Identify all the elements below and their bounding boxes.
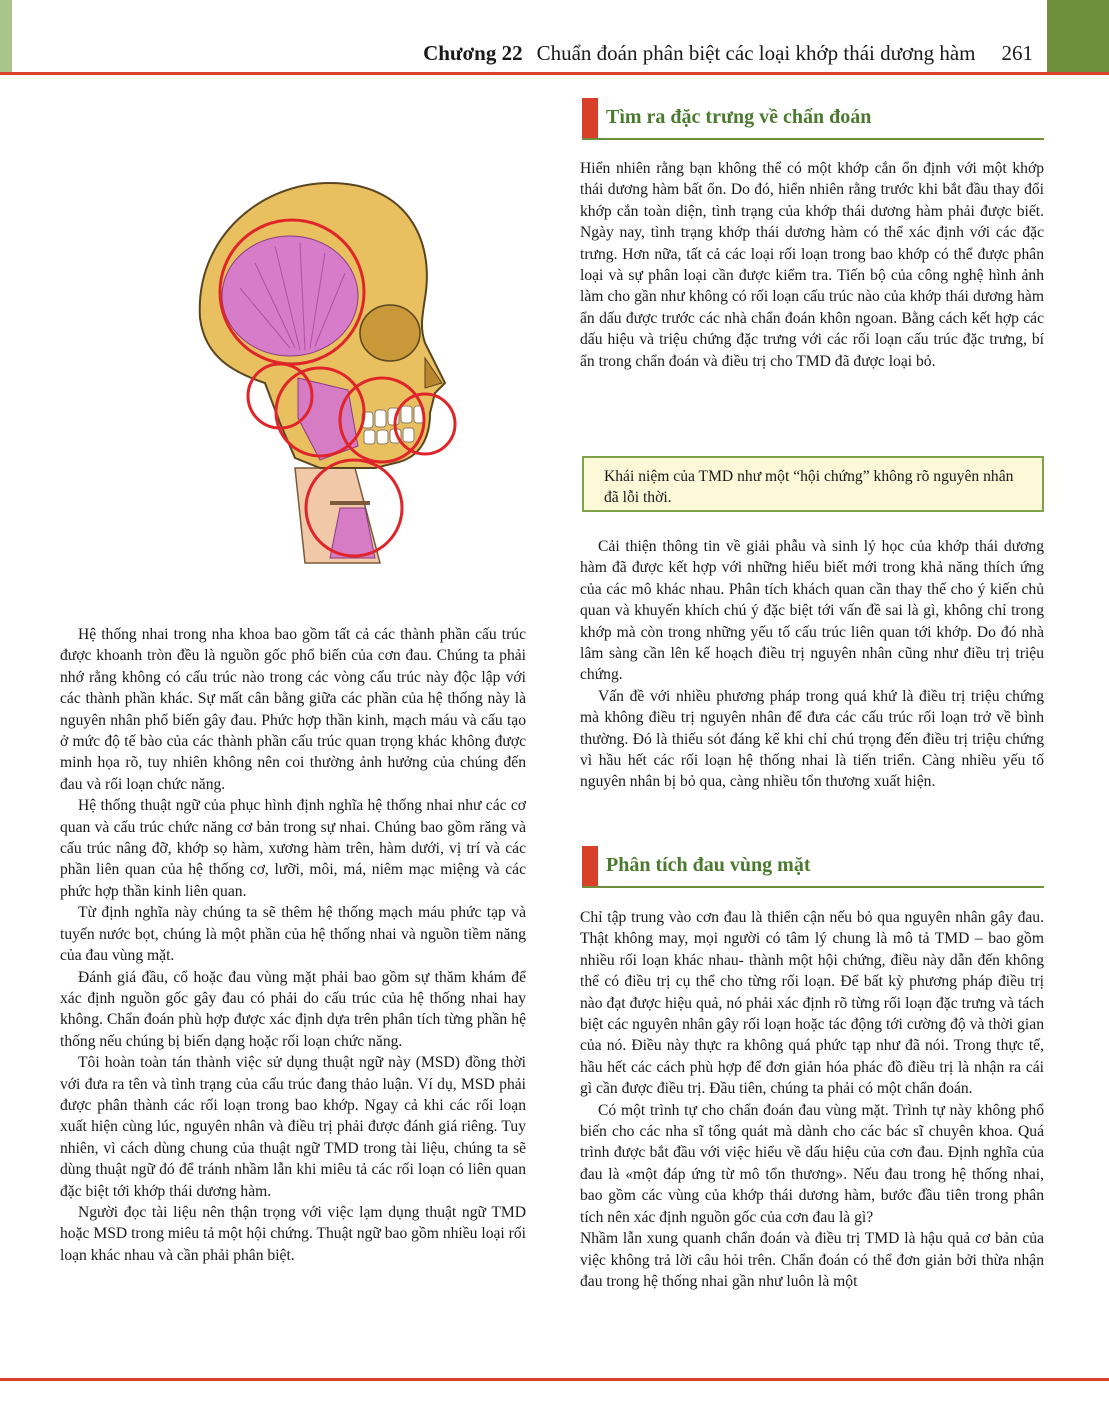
paragraph: Nhầm lẫn xung quanh chẩn đoán và điều trị TMD là hậu quả cơ bản của việc không trả lời câu hỏi trên. Chẩn đoán có thể đơn giản bởi thừa nhận đau trong hệ thống nhai gần như luôn là một: [580, 1230, 1044, 1290]
paragraph: Hệ thống nhai trong nha khoa bao gồm tất cả các thành phần cấu trúc được khoanh tròn đều là nguồn gốc phổ biến của cơn đau. Chúng ta phải nhớ rằng không có cấu trúc nào trong các vòng cấu trúc này độc lập với các thành phần khác. Sự mất cân bằng giữa các phần của hệ thống này là nguyên nhân phổ biến gây đau. Phức hợp thần kinh, mạch máu và cấu tạo ở mức độ tế bào của các thành phần cấu trúc quan trọng khác không được minh họa rõ, tuy nhiên không nên coi thường ảnh hưởng của chúng đến đau và rối loạn chức năng.: [60, 626, 526, 793]
section-heading-facial-pain: [582, 846, 1044, 888]
callout-box: Khái niệm của TMD như một “hội chứng” không rõ nguyên nhân đã lỗi thời.: [582, 456, 1044, 512]
running-header: [423, 40, 1033, 66]
skull-illustration: [180, 168, 480, 568]
chapter-title: Chuẩn đoán phân biệt các loại khớp thái dương hàm: [536, 41, 976, 65]
paragraph: Đánh giá đầu, cổ hoặc đau vùng mặt phải bao gồm sự thăm khám để xác định nguồn gốc gây đau có phải do cấu trúc của hệ thống nhai hay không. Chẩn đoán phù hợp được xác định dựa trên phân tích từng phần hệ thống nếu chúng bị biến dạng hoặc rối loạn chức năng.: [60, 968, 526, 1050]
paragraph: Vấn đề với nhiều phương pháp trong quá khứ là điều trị triệu chứng mà không điều trị nguyên nhân để đưa các cấu trúc rối loạn trở về bình thường. Đó là thiếu sót đáng kể khi chỉ chú trọng đến điều trị triệu chứng vì hầu hết các rối loạn hệ thống nhai là tiến triển. Càng nhiều yếu tố nguyên nhân bị bỏ qua, càng nhiều tổn thương xuất hiện.: [580, 687, 1044, 791]
left-column-text: [60, 624, 526, 1266]
section1-body-continued: [580, 536, 1044, 793]
paragraph: Từ định nghĩa này chúng ta sẽ thêm hệ thống mạch máu phức tạp và tuyến nước bọt, chúng là một phần của hệ thống nhai và nguồn tiềm năng của đau vùng mặt.: [60, 904, 526, 965]
heading-marker: [582, 846, 598, 886]
header-rule: [0, 72, 1109, 75]
paragraph: Chỉ tập trung vào cơn đau là thiển cận nếu bỏ qua nguyên nhân gây đau. Thật không may, mọi người có tâm lý chung là mô tả TMD – bao gồm nhiều rối loạn khác nhau- thành một hội chứng, điều này dẫn đến không thể có điều trị cụ thể cho từng rối loạn. Để bất kỳ phương pháp điều trị nào đạt được hiệu quả, nó phải xác định rõ từng rối loạn đặc trưng và tách biệt các nguyên nhân gây rối loạn hoặc tác động tới cường độ và thời gian của nó. Điều này thực ra không quá phức tạp như đã nói. Trong thực tế, hầu hết các cách phù hợp để đơn giản hóa phác đồ điều trị là nhận ra cái gì cần được điều trị. Đầu tiên, chúng ta phải có một chẩn đoán.: [580, 909, 1044, 1098]
paragraph: Hệ thống thuật ngữ của phục hình định nghĩa hệ thống nhai như các cơ quan và cấu trúc chức năng cơ bản trong sự nhai. Chúng bao gồm răng và cấu trúc nâng đỡ, khớp sọ hàm, xương hàm trên, hàm dưới, vị trí và các phần liên quan của hệ thống cơ, lưỡi, môi, má, niêm mạc miệng và các phức hợp thần kinh liên quan.: [60, 797, 526, 900]
page-number: 261: [1001, 41, 1033, 65]
heading-marker: [582, 98, 598, 138]
footer-rule: [0, 1378, 1109, 1381]
corner-color-block: [1047, 0, 1109, 72]
section-title: Phân tích đau vùng mặt: [606, 854, 811, 876]
section1-body: [580, 158, 1044, 372]
paragraph: Cải thiện thông tin về giải phẫu và sinh lý học của khớp thái dương hàm đã được kết hợp với những hiểu biết mới trong khả năng thích ứng của các mô khác nhau. Phân tích khách quan cần thay thế cho ý kiến chủ quan và khuyến khích chú ý đặc biệt tới vấn đề sai là gì, không chỉ trong khớp mà còn trong những yếu tố cấu trúc liên quan tới khớp. Do đó nhà lâm sàng cần lên kế hoạch điều trị nguyên nhân cũng như điều trị triệu chứng.: [580, 538, 1044, 684]
paragraph: Tôi hoàn toàn tán thành việc sử dụng thuật ngữ này (MSD) đồng thời với đưa ra tên và tình trạng của cấu trúc đang thảo luận. Ví dụ, MSD phải được phân thành các rối loạn trong bao khớp. Ngay cả khi các rối loạn xuất hiện cùng lúc, nguyên nhân và điều trị phải được đánh giá riêng. Tuy nhiên, vì cách dùng chung của thuật ngữ TMD trong tài liệu, chúng ta sẽ dùng thuật ngữ đó để tránh nhầm lẫn khi miêu tả các rối loạn có liên quan đặc biệt tới khớp thái dương hàm.: [60, 1054, 526, 1200]
skull-masticatory-system-illustration: [180, 168, 480, 568]
section-title: Tìm ra đặc trưng về chẩn đoán: [606, 106, 872, 128]
paragraph: Hiển nhiên rằng bạn không thể có một khớp cắn ổn định với một khớp thái dương hàm bất ổn. Do đó, hiển nhiên rằng trước khi bắt đầu thay đổi khớp cắn toàn diện, tình trạng của khớp thái dương hàm phải được biết. Ngày nay, tình trạng khớp thái dương hàm có thể xác định với các đặc trưng. Hơn nữa, tất cả các loại rối loạn trong bao khớp có thể được phân loại và sự phân loại cần được kiểm tra. Tiến bộ của công nghệ hình ảnh làm cho gần như không có rối loạn cấu trúc nào của khớp thái dương hàm ẩn dấu được trước các nhà chẩn đoán khôn ngoan. Bằng cách kết hợp các dấu hiệu và triệu chứng đặc trưng với các rối loạn cấu trúc đặc trưng, bí ẩn trong chẩn đoán và điều trị cho TMD đã được loại bỏ.: [580, 160, 1044, 370]
edge-color-strip: [0, 0, 12, 72]
chapter-label: Chương 22: [423, 41, 523, 65]
section-heading-diagnosis: [582, 98, 1044, 140]
paragraph: Người đọc tài liệu nên thận trọng với việc lạm dụng thuật ngữ TMD hoặc MSD trong miêu tả một hội chứng. Thuật ngữ bao gồm nhiều loại rối loạn khác nhau và cần phải phân biệt.: [60, 1203, 526, 1264]
paragraph: Có một trình tự cho chẩn đoán đau vùng mặt. Trình tự này không phổ biến cho các nha sĩ tổng quát mà dành cho các bác sĩ chuyên khoa. Quá trình được bắt đầu với việc hiểu về dấu hiệu của cơn đau. Định nghĩa của đau là «một đáp ứng từ mô tổn thương». Nếu đau trong hệ thống nhai, bao gồm các vùng của khớp thái dương hàm, bước đầu tiên trong phân tích nên xác định nguồn gốc của cơn đau là gì?: [580, 1101, 1044, 1226]
section2-body: [580, 907, 1044, 1292]
